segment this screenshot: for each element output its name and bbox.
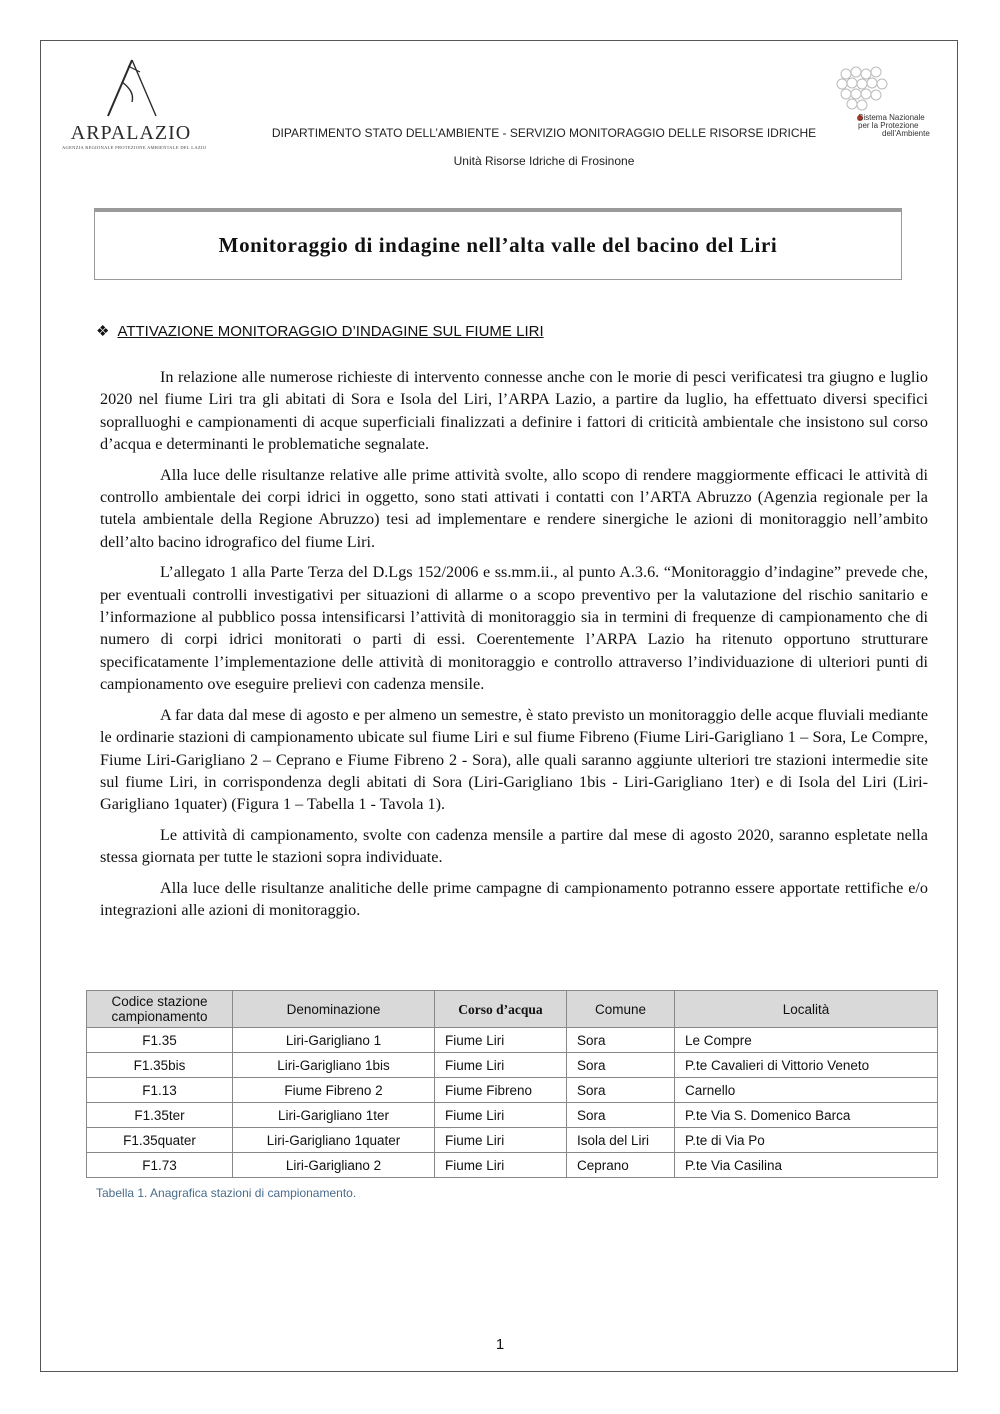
- department-header: DIPARTIMENTO STATO DELL’AMBIENTE - SERVIZIO MONITORAGGIO DELLE RISORSE IDRICHE: [271, 126, 817, 140]
- cell-watercourse: Fiume Liri: [435, 1128, 567, 1153]
- cell-name: Liri-Garigliano 1quater: [233, 1128, 435, 1153]
- snpa-line-3: dell'Ambiente: [882, 129, 930, 138]
- cell-watercourse: Fiume Liri: [435, 1028, 567, 1053]
- header-code: Codice stazione campionamento: [87, 991, 233, 1028]
- diamond-bullet-icon: ❖: [96, 323, 110, 340]
- table-row: [87, 1078, 938, 1103]
- cell-locality: Le Compre: [675, 1028, 938, 1053]
- title-box: [94, 208, 902, 280]
- cell-municipality: Ceprano: [567, 1153, 675, 1178]
- page-number: 1: [495, 1336, 505, 1353]
- header-watercourse: Corso d’acqua: [435, 991, 567, 1028]
- cell-name: Fiume Fibreno 2: [233, 1078, 435, 1103]
- cell-watercourse: Fiume Liri: [435, 1103, 567, 1128]
- section-heading-text: ATTIVAZIONE MONITORAGGIO D’INDAGINE SUL FIUME LIRI: [117, 323, 544, 340]
- arpa-logo-name: ARPALAZIO: [70, 122, 192, 144]
- section-heading: [96, 322, 544, 340]
- cell-name: Liri-Garigliano 1bis: [233, 1053, 435, 1078]
- body-text: [100, 366, 928, 929]
- cell-code: F1.35bis: [87, 1053, 233, 1078]
- cell-locality: P.te Via S. Domenico Barca: [675, 1103, 938, 1128]
- cell-locality: P.te di Via Po: [675, 1128, 938, 1153]
- cell-name: Liri-Garigliano 1ter: [233, 1103, 435, 1128]
- cell-code: F1.35quater: [87, 1128, 233, 1153]
- cell-watercourse: Fiume Fibreno: [435, 1078, 567, 1103]
- paragraph-6: Alla luce delle risultanze analitiche delle prime campagne di campionamento potranno essere apportate rettifiche e/o integrazioni alle azioni di monitoraggio.: [100, 878, 928, 919]
- snpa-line-1: Sistema Nazionale: [858, 113, 925, 122]
- cell-locality: Carnello: [675, 1078, 938, 1103]
- unit-header: Unità Risorse Idriche di Frosinone: [453, 154, 635, 168]
- document-title: Monitoraggio di indagine nell’alta valle del bacino del Liri: [218, 233, 778, 257]
- stations-table: [86, 990, 938, 1178]
- header-locality: Località: [675, 991, 938, 1028]
- cell-locality: P.te Via Casilina: [675, 1153, 938, 1178]
- table-row: [87, 1128, 938, 1153]
- cell-locality: P.te Cavalieri di Vittorio Veneto: [675, 1053, 938, 1078]
- cell-code: F1.73: [87, 1153, 233, 1178]
- cell-name: Liri-Garigliano 2: [233, 1153, 435, 1178]
- table-caption: Tabella 1. Anagrafica stazioni di campionamento.: [96, 1186, 357, 1200]
- table-row: [87, 1103, 938, 1128]
- cell-watercourse: Fiume Liri: [435, 1053, 567, 1078]
- cell-municipality: Sora: [567, 1028, 675, 1053]
- table-header-row: [87, 991, 938, 1028]
- table-row: [87, 1053, 938, 1078]
- cell-municipality: Sora: [567, 1103, 675, 1128]
- table-row: [87, 1153, 938, 1178]
- cell-code: F1.35: [87, 1028, 233, 1053]
- arpa-logo-subtitle: AGENZIA REGIONALE PROTEZIONE AMBIENTALE DEL LAZIO: [62, 145, 207, 150]
- cell-municipality: Sora: [567, 1053, 675, 1078]
- snpa-line-2: per la Protezione: [858, 121, 919, 130]
- paragraph-2: Alla luce delle risultanze relative alle prime attività svolte, allo scopo di rendere maggiormente efficaci le attività di controllo ambientale dei corpi idrici in oggetto, sono stati attivati i contatti con l’ARTA Abruzzo (Agenzia regionale per la tutela ambientale della Regione Abruzzo) tesi ad implementare e rendere sinergiche le azioni di monitoraggio nell’ambito dell’alto bacino idrografico del fiume Liri.: [100, 465, 928, 551]
- cell-watercourse: Fiume Liri: [435, 1153, 567, 1178]
- paragraph-4: A far data dal mese di agosto e per almeno un semestre, è stato previsto un monitoraggio delle acque fluviali mediante le ordinarie stazioni di campionamento ubicate sul fiume Liri e sul fiume Fibreno (Fiume Liri-Garigliano 1 – Sora, Le Compre, Fiume Liri-Garigliano 2 – Ceprano e Fiume Fibreno 2 - Sora), alle quali saranno aggiunte ulteriori tre stazioni intermedie site sul fiume Liri, in corrispondenza degli abitati di Sora (Liri-Garigliano 1bis - Liri-Garigliano 1ter) e di Isola del Liri (Liri-Garigliano 1quater) (Figura 1 – Tabella 1 - Tavola 1).: [100, 705, 928, 814]
- paragraph-5: Le attività di campionamento, svolte con cadenza mensile a partire dal mese di agosto 2020, saranno espletate nella stessa giornata per tutte le stazioni sopra individuate.: [100, 825, 928, 867]
- cell-municipality: Sora: [567, 1078, 675, 1103]
- paragraph-1: In relazione alle numerose richieste di intervento connesse anche con le morie di pesci verificatesi tra giugno e luglio 2020 nel fiume Liri tra gli abitati di Sora e Isola del Liri, l’ARPA Lazio, a partire da luglio, ha effettuato diversi specifici sopralluoghi e campionamenti di acque superficiali finalizzati a definire i fattori di criticità ambientale che insistono sul corso d’acqua e determinanti le problematiche segnalate.: [100, 368, 928, 454]
- cell-municipality: Isola del Liri: [567, 1128, 675, 1153]
- cell-name: Liri-Garigliano 1: [233, 1028, 435, 1053]
- cell-code: F1.13: [87, 1078, 233, 1103]
- header-name: Denominazione: [233, 991, 435, 1028]
- table-row: [87, 1028, 938, 1053]
- paragraph-3: L’allegato 1 alla Parte Terza del D.Lgs 152/2006 e ss.mm.ii., al punto A.3.6. “Monitoraggio d’indagine” prevede che, per eventuali controlli investigativi per situazioni di allarme o a scopo preventivo per la valutazione del rischio sanitario e l’informazione al pubblico possa intensificarsi l’attività di monitoraggio sia in termini di frequenze di campionamento che di numero di corpi idrici monitorati o parti di essi. Coerentemente l’ARPA Lazio ha ritenuto opportuno strutturare specificatamente l’implementazione delle attività di monitoraggio e controllo attraverso l’individuazione di ulteriori punti di campionamento ove eseguire prelievi con cadenza mensile.: [100, 563, 928, 694]
- cell-code: F1.35ter: [87, 1103, 233, 1128]
- header-municipality: Comune: [567, 991, 675, 1028]
